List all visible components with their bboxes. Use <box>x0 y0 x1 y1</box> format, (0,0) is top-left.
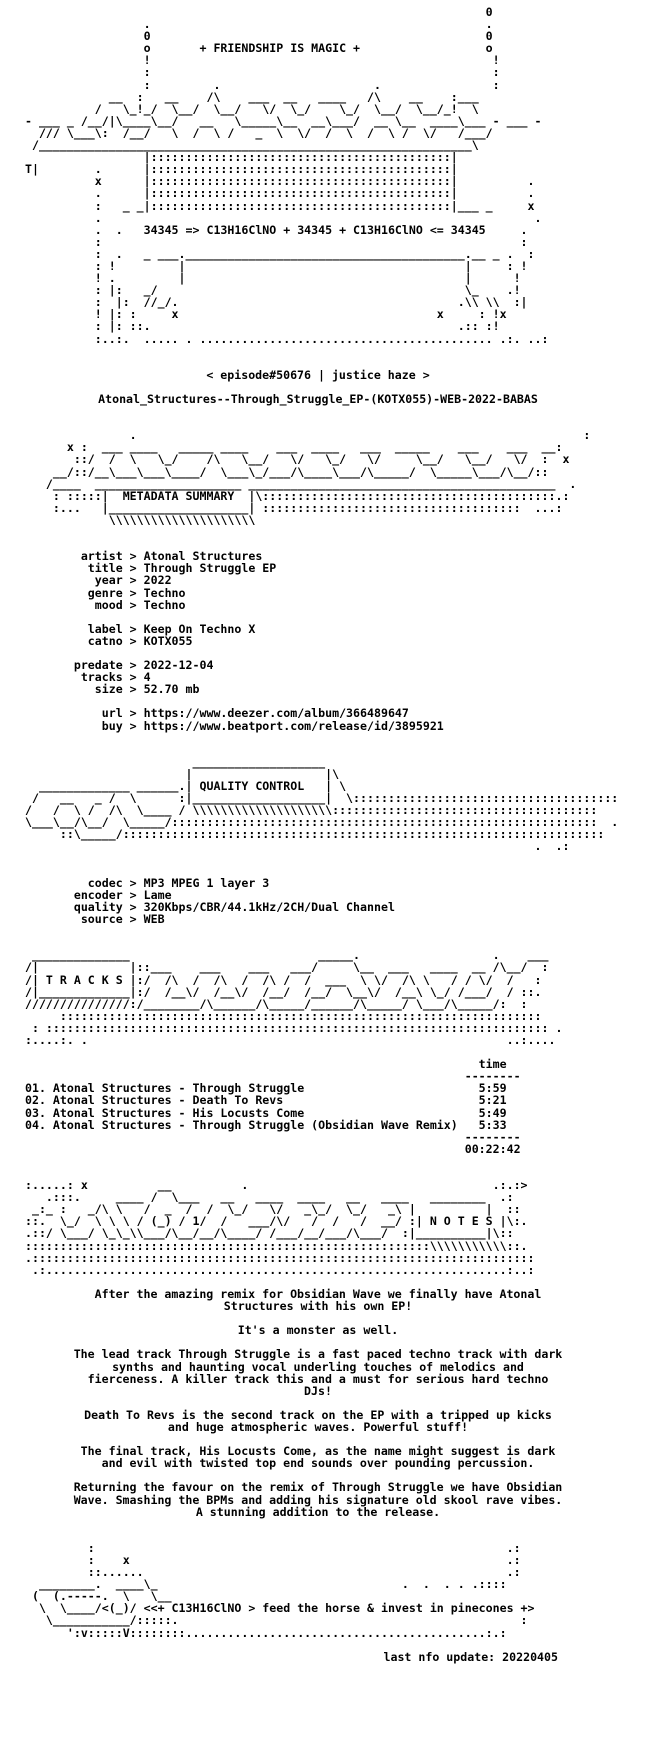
tracklist: time -------- 01. Atonal Structures - Through Struggle 5:59 02. Atonal Structures - Death To Revs 5:21 03. Atonal Structures - His Locusts Come 5:49 04. Atonal Structures - Through Struggle (Obsidian Wave Remix) 5:33 -------- 00:22:42 <box>24 1057 521 1156</box>
notes-paragraph: The lead track Through Struggle is a fast paced techno track with dark synths and haunting vocal underling touches of melodics and fierceness. A killer track this and a must for serious hard techno DJs! <box>73 1347 563 1398</box>
release-name: Atonal_Structures--Through_Struggle_EP-(KOTX055)-WEB-2022-BABAS <box>98 392 538 406</box>
notes-paragraph: The final track, His Locusts Come, as the name might suggest is dark and evil with twisted top end sounds over pounding percussion. <box>80 1444 556 1471</box>
header-ascii-art: 0 . . 0 0 o + FRIENDSHIP IS MAGIC + o ! ! : : : . . : __ : __ /\ ___ __ ____ /\ __ :___ / \_!_/ \__/ \__/ \/ \_/ \_/ \__/ \__/_! \ - ___ _ /__/|\____\__/ __ \_____\__ __\___/ __ \__ ____\___ - ___ - /// \___\: /__/ \ / \ / _ \ \/ / \ / \ / \/ /___/ /______________________________________________________________\ |:::::::::::::::::::::::::::::::::::::::::::| T| . |:::::::::::::::::::::::::::::::::::::::::::| x |:::::::::::::::::::::::::::::::::::::::::::| . . |:::::::::::::::::::::::::::::::::::::::::::| . : _ _|:::::::::::::::::::::::::::::::::::::::::::|___ _ x . . . . 34345 => C13H16ClNO + 34345 + C13H16ClNO <= 34345 . : : : . _ ___.________________________________________.__ _ . : : ! | | : ! ! . | | ! : |: _/ \_ .! : |: //_/. .\\ \\ :| ! |: : x x : !x : |: ::. .:: :! :..:. ..... . .......................................... .:. ..: <box>24 5 549 346</box>
metadata-list: artist > Atonal Structures title > Through Struggle EP year > 2022 genre > Techno mood > Techno label > Keep On Techno X catno > KOTX055 predate > 2022-12-04 tracks > 4 size > 52.70 mb url > https://www.deezer.com/album/366489647 buy > https://www.beatport.com/release/id/3895921 <box>73 549 444 733</box>
episode-line: < episode#50676 | justice haze > <box>206 367 430 382</box>
notes-paragraph: Death To Revs is the second track on the EP with a tripped up kicks and huge atmospheric waves. Powerful stuff! <box>84 1407 552 1434</box>
notes-body <box>18 1288 618 1518</box>
tracks-ascii-banner: ______________ _____. . ___ /| |::___ ___ ___ ___/ \__ ___ ____ __ /\__/ : /| T R A C K S |:/ /\ / /\ / /\ / / ___ \ \/ /\ \ / / \/ / : /|_____________|:/ /__\/ /__\/ /__/ /__/ \__\/ /__\ \_/ /___/ / ::. ///////////////:/________/\______/\_____/______/\_____/ \___/\_____/: : ::::::::::::::::::::::::::::::::::::::::::::::::::::::::::::::::::::: : :::::::::::::::::::::::::::::::::::::::::::::::::::::::::::::::::::::::: . :....:. . ..:.... <box>24 948 563 1047</box>
notes-paragraph: It's a monster as well. <box>237 1323 399 1338</box>
footer-ascii-art: : .: : x .: ::...... .: ________. ____\_ . . . . .:::: ( (.-----. \ \__ \ \____/<(_)/ <<+ C13H16ClNO > feed the horse & invest in pinecones +> \___________/:::::. : ':v:::::V::::::::...........................................:.: <box>31 1540 535 1640</box>
nfo-document <box>18 6 618 1663</box>
notes-paragraph: Returning the favour on the remix of Through Struggle we have Obsidian Wave. Smashing the BPMs and adding his signature old skool rave vibes. A stunning addition to the release. <box>73 1480 563 1519</box>
last-update-line: last nfo update: 20220405 <box>383 1649 558 1664</box>
notes-paragraph: After the amazing remix for Obsidian Wave we finally have Atonal Structures with his own EP! <box>94 1286 542 1314</box>
quality-ascii-banner: ___________________ | |\ _____________ ______.| QUALITY CONTROL | \ / __ _ / \ :|___________________| \:::::::::::::::::::::::::::::::::::::: / / \ / /\ \____ / \\\\\\\\\\\\\\\\\\\\:::::::::::::::::::::::::::::::::::::: \___\__/\__/ \_____/::::::::::::::::::::::::::::::::::::::::::::::::::::::::::::: . ::\_____/::::::::::::::::::::::::::::::::::::::::::::::::::::::::::::::::::::: . .: <box>24 754 619 854</box>
quality-list: codec > MP3 MPEG 1 layer 3 encoder > Lame quality > 320Kbps/CBR/44.1kHz/2CH/Dual Channel source > WEB <box>73 875 395 927</box>
notes-ascii-banner: :.....: x __ . .:.:> .:::. ____ / \___ __ ____ ____ __ ____ ________ .: _:_ : _/\ \ / _ / / \_/ \/ _\_/ \_/ _\ | | :: ::. \_/ \ \ \ / (_) / 1/ / ___/\/ / / / __/ :| N O T E S |\:. .::/ \___/ \_\_\\___/\__/__/\____/ /___/__/___/\___/ :|__________|\:: ::::::::::::::::::::::::::::::::::::::::::::::::::::::::::\\\\\\\\\\\::. .:::::::::::::::::::::::::::::::::::::::::::::::::::::::::::::::::::::::: .:..................................................................:..: <box>24 1178 535 1277</box>
metadata-ascii-banner: . : x : ___ ____ _____ ____ ___ ____ ___ _____ ___ ___ __: ::/ / \ \_/ /\ \__/ \/ \_/ \/ \__/ \__/ \/ : x __/::/__\___\___\____/ \___\_/___/\____\___/\_____/ \_____\___/\__/:: /____ _____________________ ____________________________________________ . : :::::| METADATA SUMMARY |\::::::::::::::::::::::::::::::::::::::::::.: :... |____________________| ::::::::::::::::::::::::::::::::::::: ...: \\\\\\\\\\\\\\\\\\\\\ <box>45 428 591 527</box>
